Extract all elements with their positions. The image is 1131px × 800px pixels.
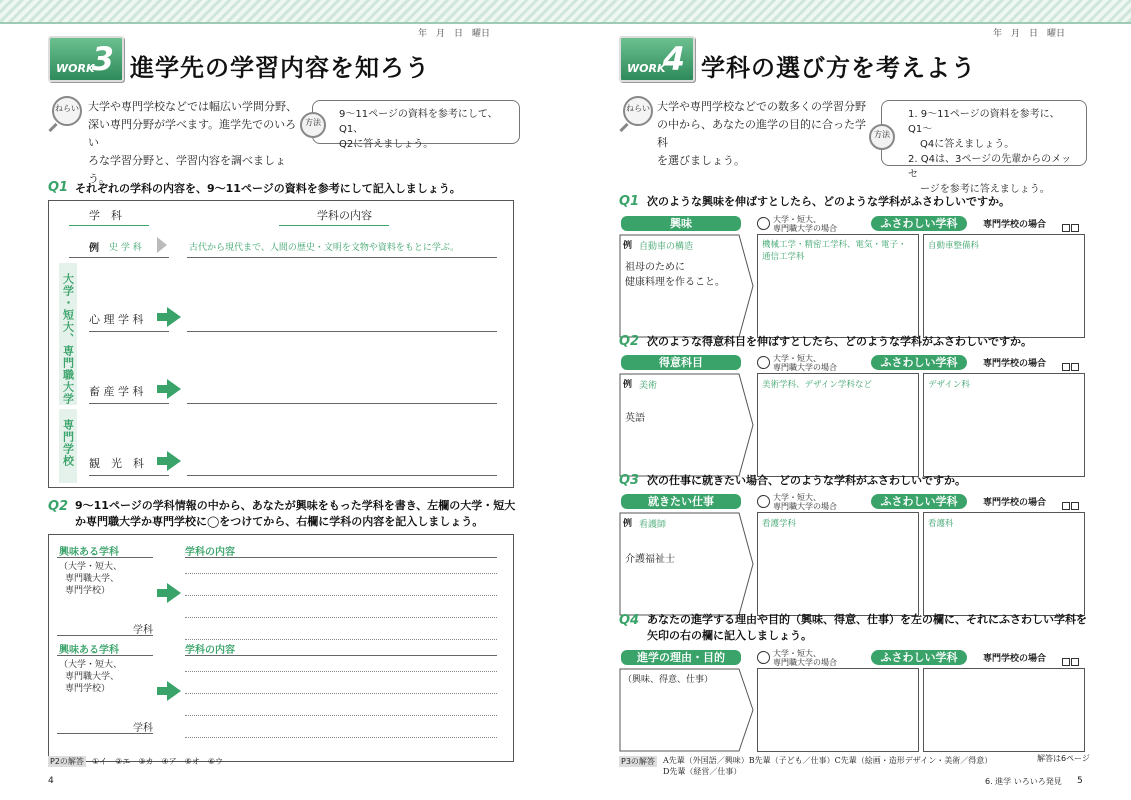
univ-answer-box[interactable]: [757, 512, 919, 616]
univ-answer-box[interactable]: [757, 234, 919, 338]
answer-line[interactable]: [187, 475, 497, 476]
dept-suffix: 学科: [133, 723, 153, 734]
work-number: 3: [91, 40, 114, 78]
col-univ: 大学・短大、 専門職大学の場合: [773, 649, 837, 667]
intro-line: 大学や専門学校などでは幅広い学問分野、: [88, 100, 297, 113]
answer-key-label: P2の解答: [50, 757, 84, 766]
nerai-icon: [623, 96, 653, 126]
fit-dept-pill: ふさわしい学科: [871, 650, 967, 665]
interest-label: 興味ある学科: [59, 645, 119, 656]
example-arrow-icon: [157, 237, 167, 253]
nerai-icon: [52, 96, 82, 126]
q2-text: 次のような得意科目を伸ばすとしたら、どのような学科がふさわしいですか。: [647, 335, 1032, 348]
nerai-label: ねらい: [626, 104, 650, 113]
arrow-icon: [167, 583, 181, 603]
col-header-dept: 学 科: [89, 209, 122, 222]
page-title: 学科の選び方を考えよう: [701, 54, 976, 82]
answer-key-label: P3の解答: [621, 757, 655, 766]
footer-section: 6. 進学 いろいろ発見: [985, 777, 1062, 786]
method-icon: [869, 124, 895, 150]
intro-text: 大学や専門学校などでの数多くの学習分野 の中から、あなたの進学の目的に合った学科 を選びましょう。: [657, 100, 866, 167]
example-tag: 例: [623, 241, 633, 251]
magnifier-handle-icon: [619, 123, 628, 132]
q1-text: それぞれの学科の内容を、9〜11ページの資料を参考にして記入しましょう。: [75, 182, 461, 195]
job-pill: 就きたい仕事: [621, 494, 741, 509]
left-page: [0, 22, 565, 800]
content-label: 学科の内容: [185, 547, 235, 558]
vocational-example: 自動車整備科: [928, 241, 980, 251]
clock-icon: [757, 356, 770, 369]
q4-block: [619, 648, 1087, 753]
vocational-example: デザイン科: [928, 380, 970, 390]
answer-line[interactable]: [185, 573, 497, 574]
top-decorative-band: [0, 0, 1131, 24]
vocational-answer-box[interactable]: [923, 234, 1085, 338]
date-field-right[interactable]: 年 月 日 曜日: [993, 29, 1066, 39]
school-type-options[interactable]: （大学・短大、 専門職大学、 専門学校）: [59, 562, 123, 596]
page-title: 進学先の学習内容を知ろう: [130, 54, 430, 82]
interest-pill: 興味: [621, 216, 741, 231]
method-tag-label: 方法: [305, 118, 321, 127]
interest-label: 興味ある学科: [59, 547, 119, 558]
example-tag: 例: [623, 519, 633, 529]
dept-row-psychology: 心 理 学 科: [89, 313, 144, 326]
method-tag-label: 方法: [874, 130, 890, 139]
q1-table: [48, 200, 514, 488]
answer-line[interactable]: [185, 595, 497, 596]
answer-line[interactable]: [187, 403, 497, 404]
work-badge-3: [48, 36, 124, 82]
clock-icon: [757, 651, 770, 664]
dept-row-livestock: 畜 産 学 科: [89, 385, 144, 398]
work-number: 4: [662, 40, 685, 78]
q4-label: Q4: [619, 613, 640, 628]
fit-dept-pill: ふさわしい学科: [871, 494, 967, 509]
method-icon: [300, 112, 326, 138]
vocational-example: 看護科: [928, 519, 954, 529]
example-tag: 例: [623, 380, 633, 390]
reason-pill: 進学の理由・目的: [621, 650, 741, 665]
school-type-options[interactable]: （大学・短大、 専門職大学、 専門学校）: [59, 660, 123, 694]
fit-dept-pill: ふさわしい学科: [871, 355, 967, 370]
q3-text: 次の仕事に就きたい場合、どのような学科がふさわしいですか。: [647, 474, 966, 487]
answer-line[interactable]: [187, 331, 497, 332]
prompt-text: 祖母のために 健康料理を作ること。: [625, 262, 725, 288]
prompt-text: 英語: [625, 413, 645, 424]
content-label: 学科の内容: [185, 645, 235, 656]
side-label-univ: 大学・短大、専門職大学: [59, 263, 77, 405]
col-vocational: 専門学校の場合: [983, 359, 1047, 369]
q3-label: Q3: [619, 473, 640, 488]
univ-answer-box[interactable]: [757, 668, 919, 752]
clock-icon: [757, 495, 770, 508]
univ-example: 機械工学・精密工学科、電気・電子・ 通信工学科: [762, 240, 907, 262]
clock-icon: [757, 217, 770, 230]
col-univ: 大学・短大、 専門職大学の場合: [773, 493, 837, 511]
dept-write-line[interactable]: [57, 733, 153, 734]
page-number: 4: [48, 776, 54, 786]
q1-text: 次のような興味を伸ばすとしたら、どのような学科がふさわしいですか。: [647, 195, 1010, 208]
col-header-content: 学科の内容: [317, 209, 372, 222]
q2-label: Q2: [619, 334, 640, 349]
univ-answer-box[interactable]: [757, 373, 919, 477]
dept-row-tourism: 観 光 科: [89, 457, 144, 470]
answer-line[interactable]: [185, 617, 497, 618]
prompt-text: 介護福祉士: [625, 554, 675, 565]
example-text: 美術: [639, 381, 658, 391]
col-univ: 大学・短大、 専門職大学の場合: [773, 215, 837, 233]
vocational-answer-box[interactable]: [923, 512, 1085, 616]
answer-line[interactable]: [185, 693, 497, 694]
answer-line[interactable]: [185, 737, 497, 738]
q2-block: [619, 353, 1087, 478]
arrow-icon: [167, 307, 181, 327]
dept-write-line[interactable]: [57, 635, 153, 636]
arrow-icon: [167, 379, 181, 399]
univ-example: 美術学科、デザイン学科など: [762, 380, 872, 390]
q2-label: Q2: [48, 499, 69, 514]
intro-line: ろな学習分野と、学習内容を調べましょう。: [88, 154, 286, 185]
method-box: [312, 100, 520, 150]
page-number: 5: [1077, 776, 1083, 786]
work-word: WORK: [627, 62, 666, 75]
nerai-label: ねらい: [55, 104, 79, 113]
fit-dept-pill: ふさわしい学科: [871, 216, 967, 231]
q4-text: あなたの進学する理由や目的（興味、得意、仕事）を左の欄に、それにふさわしい学科を 矢印の右の欄に記入しましょう。: [647, 613, 1087, 642]
q1-label: Q1: [48, 180, 69, 195]
arrow-icon: [167, 681, 181, 701]
method-box: 1. 9〜11ページの資料を参考に、Q1〜 Q4に答えましょう。 2. Q4は、3ページの先輩からのメッセ ージを参考に答えましょう。: [881, 100, 1087, 166]
vocational-answer-box[interactable]: [923, 373, 1085, 477]
vocational-answer-box[interactable]: [923, 668, 1085, 752]
example-dept: 史 学 科: [109, 243, 142, 253]
univ-example: 看護学科: [762, 519, 797, 529]
col-vocational: 専門学校の場合: [983, 220, 1047, 230]
q1-label: Q1: [619, 194, 640, 209]
strong-subject-pill: 得意科目: [621, 355, 741, 370]
answer-note: 解答は6ページ: [1037, 754, 1090, 763]
date-field-left[interactable]: 年 月 日 曜日: [418, 29, 491, 39]
work-word: WORK: [56, 62, 95, 75]
answer-key: ①イ ②エ ③カ ④ア ⑤オ ⑥ウ: [92, 757, 224, 766]
col-vocational: 専門学校の場合: [983, 654, 1047, 664]
answer-line[interactable]: [185, 671, 497, 672]
q2-answer-box: [48, 534, 514, 762]
side-label-vocational: 専門学校: [59, 409, 77, 483]
example-text: 看護師: [639, 520, 667, 530]
method-line: 9〜11ページの資料を参考にして、Q1、: [339, 109, 498, 135]
q2-text: 9〜11ページの学科情報の中から、あなたが興味をもった学科を書き、左欄の大学・短大 か専門職大学か専門学校に◯をつけてから、右欄に学科の内容を記入しましょう。: [75, 499, 516, 528]
answer-line[interactable]: [185, 715, 497, 716]
reason-hint: （興味、得意、仕事）: [623, 675, 714, 685]
intro-line: 深い専門分野が学べます。進学先でのいろい: [88, 118, 297, 149]
example-text: 自動車の構造: [639, 242, 694, 252]
col-univ: 大学・短大、 専門職大学の場合: [773, 354, 837, 372]
example-content: 古代から現代まで、人間の歴史・文明を文物や資料をもとに学ぶ。: [189, 243, 460, 253]
q1-block: [619, 214, 1087, 339]
dept-suffix: 学科: [133, 625, 153, 636]
right-page: [565, 22, 1131, 800]
example-tag: 例: [89, 243, 99, 254]
magnifier-handle-icon: [48, 123, 57, 132]
answer-line[interactable]: [185, 639, 497, 640]
q3-block: [619, 492, 1087, 617]
work-badge-4: [619, 36, 695, 82]
method-line: Q2に答えましょう。: [339, 139, 434, 150]
col-vocational: 専門学校の場合: [983, 498, 1047, 508]
answer-key: A先輩（外国語／興味）B先輩（子ども／仕事）C先輩（絵画・造形デザイン・美術／得意） D先輩（経営／仕事）: [663, 756, 993, 776]
arrow-icon: [167, 451, 181, 471]
intro-text: [88, 98, 298, 188]
